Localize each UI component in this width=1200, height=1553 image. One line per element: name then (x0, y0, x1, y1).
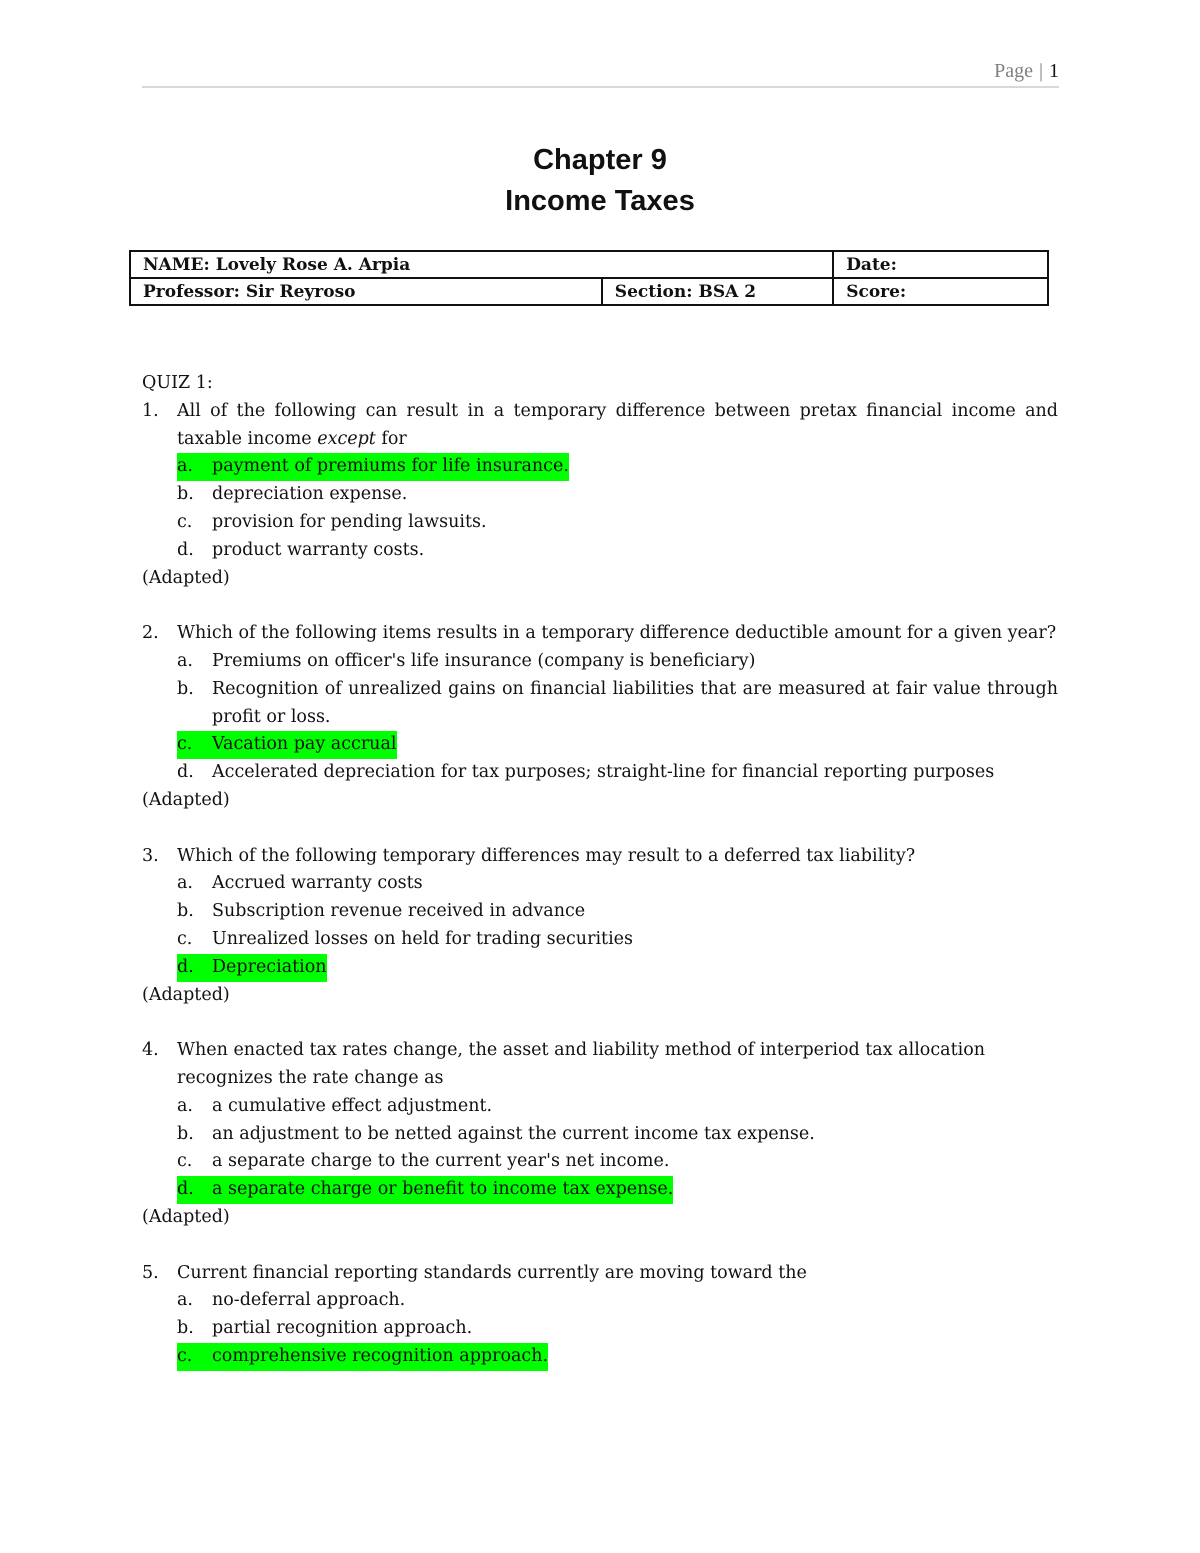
quiz-content (142, 370, 1058, 1371)
question-number: 5. (142, 1262, 159, 1283)
options-list (177, 1287, 1058, 1370)
source-note: (Adapted) (142, 1206, 230, 1227)
option-text: Premiums on officer's life insurance (company is beneficiary) (212, 650, 756, 671)
option-text: product warranty costs. (212, 539, 425, 560)
option-text: depreciation expense. (212, 484, 408, 505)
question-text: Which of the following items results in a temporary difference deductible amount for a given year? (177, 623, 1057, 644)
option-letter: d. (177, 539, 194, 560)
option-letter: d. (177, 762, 194, 783)
option-a (177, 1093, 1058, 1121)
student-info-table (129, 250, 1049, 306)
correct-answer-highlight (177, 1343, 548, 1371)
option-text: Recognition of unrealized gains on financial liabilities that are measured at fair value through profit or loss. (212, 678, 1058, 727)
option-text: a separate charge to the current year's net income. (212, 1151, 670, 1172)
question-number: 4. (142, 1040, 159, 1061)
source-note: (Adapted) (142, 984, 230, 1005)
option-text: an adjustment to be netted against the current income tax expense. (212, 1123, 815, 1144)
page-header (142, 60, 1059, 88)
chapter-subtitle: Income Taxes (505, 185, 695, 217)
option-letter: b. (177, 1123, 194, 1144)
info-row-2 (130, 278, 1048, 305)
question-text (177, 398, 1058, 454)
option-b (177, 1121, 1058, 1149)
source-note: (Adapted) (142, 789, 230, 810)
chapter-title: Chapter 9 (533, 144, 667, 176)
option-text: partial recognition approach. (212, 1318, 473, 1339)
option-d (177, 759, 1058, 787)
name-cell: NAME: Lovely Rose A. Arpia (130, 251, 833, 278)
professor-cell: Professor: Sir Reyroso (130, 278, 602, 305)
option-b (177, 898, 1058, 926)
correct-answer-highlight (177, 1176, 673, 1204)
options-list (177, 648, 1058, 787)
page-number-value: 1 (1049, 60, 1059, 82)
page-number (994, 60, 1059, 83)
option-text: Accrued warranty costs (212, 873, 423, 894)
score-cell: Score: (833, 278, 1048, 305)
option-c (177, 731, 1058, 759)
question-3 (142, 843, 1058, 1010)
option-text: a cumulative effect adjustment. (212, 1095, 493, 1116)
question-text-emphasis: except (317, 428, 376, 449)
option-text: comprehensive recognition approach. (212, 1345, 549, 1366)
option-text: provision for pending lawsuits. (212, 511, 487, 532)
option-letter: b. (177, 901, 194, 922)
option-a (177, 1287, 1058, 1315)
option-text: no-deferral approach. (212, 1290, 406, 1311)
option-b (177, 481, 1058, 509)
option-text: payment of premiums for life insurance. (212, 456, 569, 477)
option-a (177, 648, 1058, 676)
correct-answer-highlight (177, 954, 327, 982)
question-text: Which of the following temporary differences may result to a deferred tax liability? (177, 845, 916, 866)
options-list (177, 870, 1058, 981)
option-b (177, 676, 1058, 732)
question-text-part: for (375, 428, 407, 449)
question-4 (142, 1037, 1058, 1232)
question-number: 3. (142, 845, 159, 866)
page-label: Page (994, 60, 1033, 82)
option-letter: a. (177, 456, 193, 477)
option-a (177, 453, 1058, 481)
section-cell: Section: BSA 2 (602, 278, 833, 305)
option-letter: b. (177, 678, 194, 699)
option-letter: a. (177, 873, 193, 894)
question-text-part: All of the following can result in a temporary difference between pretax financial income and taxable income (177, 400, 1058, 449)
option-letter: b. (177, 1318, 194, 1339)
option-text: a separate charge or benefit to income tax expense. (212, 1179, 674, 1200)
option-d (177, 954, 1058, 982)
option-b (177, 1315, 1058, 1343)
question-number: 1. (142, 400, 159, 421)
option-letter: c. (177, 1345, 193, 1366)
correct-answer-highlight (177, 453, 569, 481)
correct-answer-highlight (177, 731, 397, 759)
option-letter: d. (177, 956, 194, 977)
option-text: Vacation pay accrual (212, 734, 397, 755)
source-note: (Adapted) (142, 567, 230, 588)
date-cell: Date: (833, 251, 1048, 278)
question-text: Current financial reporting standards currently are moving toward the (177, 1262, 807, 1283)
option-text: Unrealized losses on held for trading securities (212, 928, 634, 949)
question-number: 2. (142, 623, 159, 644)
option-text: Subscription revenue received in advance (212, 901, 586, 922)
option-c (177, 926, 1058, 954)
question-2 (142, 620, 1058, 815)
option-letter: c. (177, 1151, 193, 1172)
option-d (177, 537, 1058, 565)
option-a (177, 870, 1058, 898)
option-letter: c. (177, 928, 193, 949)
option-c (177, 1148, 1058, 1176)
page-separator: | (1038, 60, 1043, 82)
option-letter: a. (177, 650, 193, 671)
document-title (0, 140, 1200, 222)
option-text: Accelerated depreciation for tax purposes; straight-line for financial reporting purposes (212, 762, 995, 783)
option-letter: a. (177, 1095, 193, 1116)
option-letter: c. (177, 734, 193, 755)
options-list (177, 1093, 1058, 1204)
option-letter: d. (177, 1179, 194, 1200)
option-text: Depreciation (212, 956, 327, 977)
option-c (177, 1343, 1058, 1371)
option-letter: b. (177, 484, 194, 505)
question-1 (142, 398, 1058, 593)
info-row-1 (130, 251, 1048, 278)
quiz-title: QUIZ 1: (142, 373, 213, 393)
options-list (177, 453, 1058, 564)
option-d (177, 1176, 1058, 1204)
option-letter: c. (177, 511, 193, 532)
question-text: When enacted tax rates change, the asset and liability method of interperiod tax allocation recognizes the rate change as (177, 1040, 985, 1088)
option-letter: a. (177, 1290, 193, 1311)
option-c (177, 509, 1058, 537)
question-5 (142, 1260, 1058, 1371)
